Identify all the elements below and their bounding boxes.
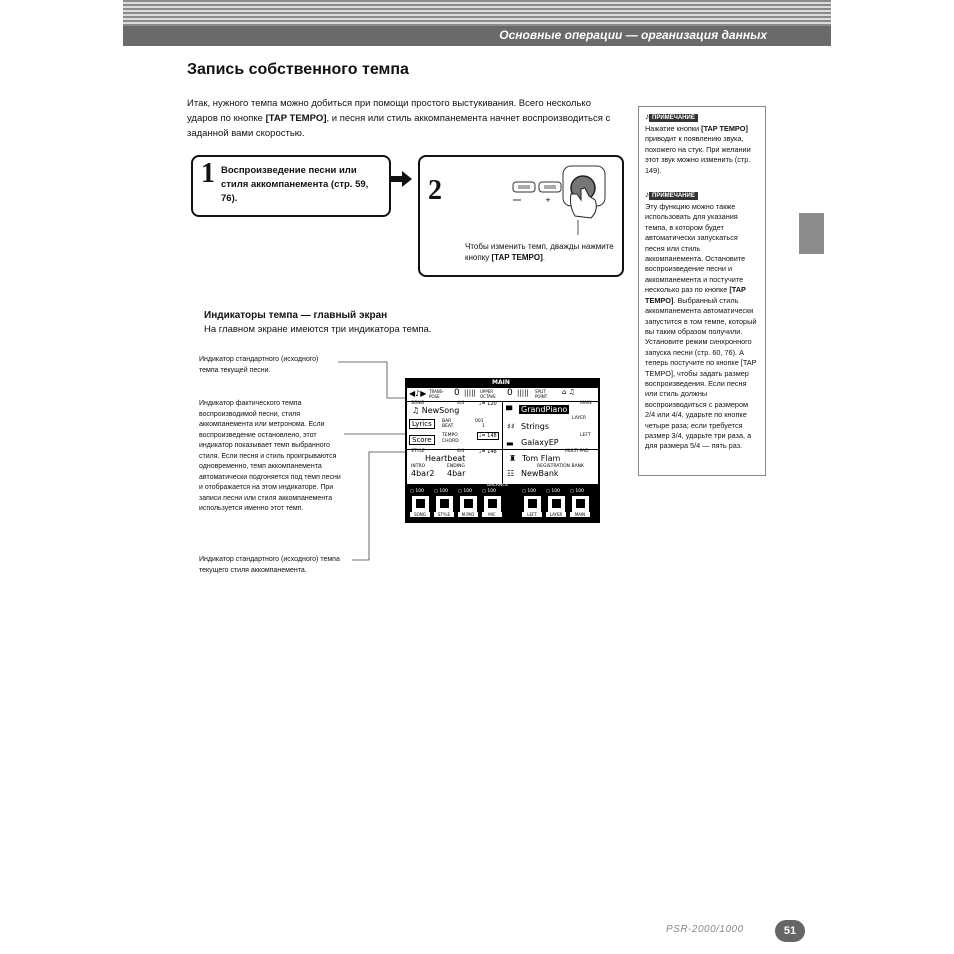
beat-label: BEAT [442, 424, 454, 429]
ending-value[interactable]: 4bar [447, 469, 466, 478]
note-1-text: Нажатие кнопки [TAP TEMPO] приводит к появлению звука, похожего на стук. При желании этот звук можно изменить (стр. 149). [645, 124, 751, 175]
balance-slider-value: ○ 100 [570, 489, 584, 494]
balance-slider-song[interactable] [410, 489, 430, 519]
balance-label: BALANCE [487, 483, 509, 488]
balance-slider-value: ○ 100 [458, 489, 472, 494]
balance-slider-main[interactable] [570, 489, 590, 519]
balance-slider-value: ○ 100 [434, 489, 448, 494]
regbank-label: REGISTRATION BANK [537, 464, 584, 469]
transpose-value: 0 [454, 388, 460, 398]
main-voice-label: MAIN [580, 401, 592, 406]
note-tag-1: ПРИМЕЧАНИЕ [649, 114, 698, 122]
multipad-label: MULTI PAD [565, 449, 589, 454]
balance-slider-mic[interactable] [482, 489, 502, 519]
song-name[interactable]: ♫ NewSong [412, 406, 460, 415]
notes-sidebar: ♪ ПРИМЕЧАНИЕ Нажатие кнопки [TAP TEMPO] приводит к появлению звука, похожего на стук. При желании этот звук можно изменить (стр. 149). ♪ ПРИМЕЧАНИЕ Эту функцию можно также использовать для указания темпа, в котором будет автоматически запускаться песня или стиль аккомпанемента. Остановите воспроизведение песни и аккомпанемента и постучите несколько раз по кнопке [TAP TEMPO]. Выбранный стиль аккомпанемента автоматически запустится в том темпе, который вы таким образом получили. Установите режим синхронного запуска песни (стр. 60, 76). А теперь постучите по кнопке [TAP TEMPO], чтобы задать размер воспроизведения. Если песня или стиль должны воспроизводиться с размером 2/4 или 4/4, ударьте по кнопке четыре раза; если требуется размер 3/4, ударьте три раза, а для размера 5/4 — пять раз. [638, 106, 766, 476]
ending-label: ENDING [447, 464, 465, 469]
lcd-main-screen [405, 378, 600, 523]
style-name[interactable]: Heartbeat [425, 454, 466, 463]
style-tempo-indicator: ♩= 148 [479, 449, 497, 455]
layer-label: LAYER [572, 416, 587, 421]
balance-slider-left[interactable] [522, 489, 542, 519]
score-button[interactable]: Score [409, 435, 435, 445]
balance-slider-label: MIC [482, 512, 502, 517]
split-icon: ||||| [517, 389, 529, 397]
piano-icon: ▀ [506, 406, 513, 415]
svg-text:+: + [545, 196, 551, 204]
balance-slider-knob[interactable] [460, 496, 477, 512]
song-label: SONG [411, 401, 425, 406]
balance-slider-label: M.PAD [458, 512, 478, 517]
balance-slider-style[interactable] [434, 489, 454, 519]
actual-tempo-indicator: ♩= 148 [479, 433, 497, 439]
beat-value: 1 [482, 424, 485, 429]
song-signature: 4/4 [457, 401, 465, 406]
balance-slider-value: ○ 100 [482, 489, 496, 494]
note-2-text: Эту функцию можно также использовать для указания темпа, в котором будет автоматически запускаться песня или стиль аккомпанемента. Остановите воспроизведение песни и аккомпанемента и постучите несколько раз по кнопке [TAP TEMPO]. Выбранный стиль аккомпанемента автоматически запустится в том темпе, который вы таким образом получили. Установите режим синхронного запуска песни (стр. 60, 76). А теперь постучите по кнопке [TAP TEMPO], чтобы задать размер воспроизведения. Если песня или стиль должны воспроизводиться с размером 2/4 или 4/4, ударьте по кнопке четыре раза; если требуется размер 3/4, ударьте три раза, а для размера 5/4 — пять раз. [645, 202, 757, 451]
step2-caption: Чтобы изменить темп, дважды нажмите кнопку [TAP TEMPO]. [465, 242, 614, 262]
balance-slider-knob[interactable] [412, 496, 429, 512]
style-label: STYLE [411, 449, 425, 454]
balance-slider-knob[interactable] [436, 496, 453, 512]
balance-slider-knob[interactable] [524, 496, 541, 512]
balance-slider-knob[interactable] [484, 496, 501, 512]
lcd-title: MAIN [492, 379, 510, 386]
balance-slider-knob[interactable] [572, 496, 589, 512]
annotation-song-tempo: Индикатор стандартного (исходного) темпа текущей песни. [199, 356, 319, 374]
indicators-subtitle: На главном экране имеются три индикатора темпа. [204, 324, 432, 335]
balance-slider-knob[interactable] [548, 496, 565, 512]
page-title: Запись собственного темпа [187, 61, 409, 78]
balance-slider-label: LEFT [522, 512, 542, 517]
step2-number: 2 [428, 175, 442, 206]
bank-icon: ☷ [507, 469, 515, 478]
balance-slider-layer[interactable] [546, 489, 566, 519]
upper-octave-label: UPPER OCTAVE [480, 389, 496, 399]
split-point-label: SPLIT POINT [535, 389, 548, 399]
strings-icon: ♯♯ [507, 422, 515, 431]
regbank-value[interactable]: NewBank [521, 469, 559, 478]
balance-slider-value: ○ 100 [546, 489, 560, 494]
intro-value[interactable]: 4bar2 [411, 469, 435, 478]
section-title: Основные операции — организация данных [499, 28, 767, 42]
balance-slider-label: STYLE [434, 512, 454, 517]
multipad-value[interactable]: Tom Flam [522, 454, 561, 463]
voice-left[interactable]: GalaxyEP [521, 438, 559, 447]
model-name: PSR-2000/1000 [666, 924, 744, 935]
step1-text: Воспроизведение песни или стиля аккомпанемента (стр. 59, 76). [221, 165, 369, 204]
bar-value: 001 [475, 419, 484, 424]
upper-octave-value: 0 [507, 388, 513, 398]
left-label: LEFT [580, 433, 591, 438]
annotation-style-tempo: Индикатор стандартного (исходного) темпа текущего стиля аккомпанемента. [199, 556, 340, 574]
drum-icon: ♜ [509, 454, 517, 463]
annotation-actual-tempo: Индикатор фактического темпа воспроизводимой песни, стиля аккомпанемента или метронома. Если воспроизведение остановлено, этот индикатор показывает темп выбранного стиля. Если песня и стиль проигрываются одновременно, темп аккомпанемента автоматически подгоняется под темп песни и отображается на этом индикаторе. При записи песни или стиля аккомпанемента используется именно этот темп. [199, 400, 341, 512]
balance-slider-value: ○ 100 [522, 489, 536, 494]
balance-slider-mpad[interactable] [458, 489, 478, 519]
transpose-icon: ◀♪▶ [409, 389, 427, 398]
intro-paragraph: Итак, нужного темпа можно добиться при помощи простого выстукивания. Всего несколько ударов по кнопке [TAP TEMPO], и песня или стиль аккомпанемента начнет воспроизводиться с заданной вами скоростью. [187, 98, 611, 139]
balance-slider-value: ○ 100 [410, 489, 424, 494]
octave-icon: ||||| [464, 389, 476, 397]
step1-number: 1 [201, 158, 215, 189]
page-number: 51 [775, 920, 805, 942]
balance-slider-label: SONG [410, 512, 430, 517]
note-tag-2: ПРИМЕЧАНИЕ [649, 192, 698, 200]
keyboard-icon: ▬ [506, 439, 514, 448]
voice-layer[interactable]: Strings [521, 422, 550, 431]
style-signature: 4/4 [457, 449, 465, 454]
balance-slider-label: MAIN [570, 512, 590, 517]
balance-slider-label: LAYER [546, 512, 566, 517]
chord-label: CHORD [442, 439, 459, 444]
voice-main[interactable]: GrandPiano [521, 405, 568, 414]
tempo-label: TEMPO [442, 433, 458, 438]
song-tempo-indicator: ♩= 120 [479, 401, 497, 407]
lock-icon: ⌂ ♫ [562, 388, 575, 396]
indicators-heading: Индикаторы темпа — главный экран [204, 310, 388, 321]
intro-label: INTRO [411, 464, 426, 469]
lyrics-button[interactable]: Lyrics [409, 419, 435, 429]
transpose-label: TRANS-POSE [429, 389, 444, 399]
bar-label: BAR [442, 419, 452, 424]
